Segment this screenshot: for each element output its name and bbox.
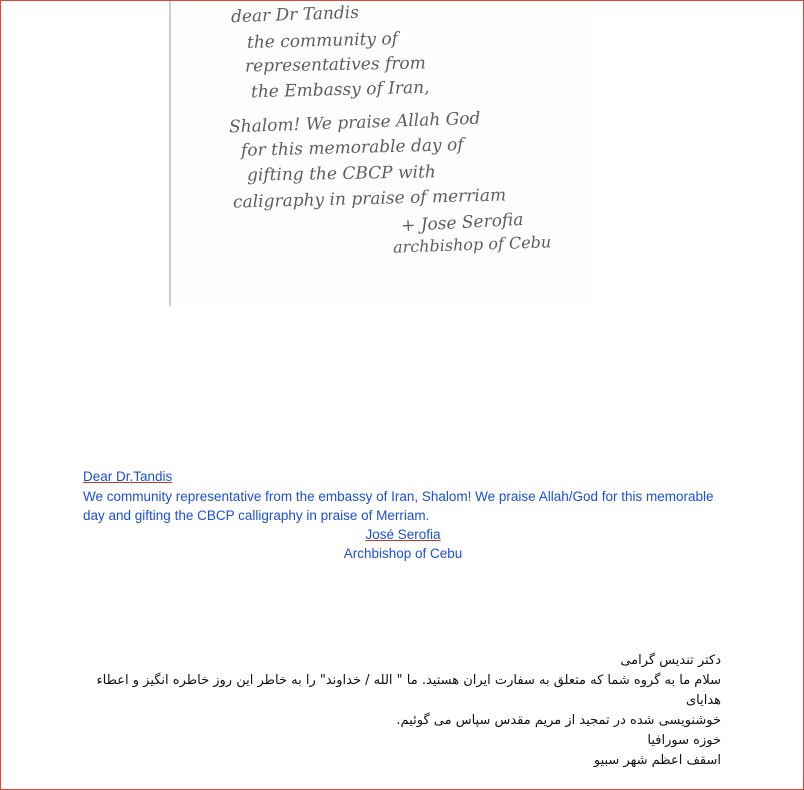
handwriting-line: the community of [246, 29, 399, 53]
persian-body-line-1: سلام ما به گروه شما که متعلق به سفارت ایران هستید. ما " الله / خداوند" را به خاطر این روز خاطره انگیز و اعطاء هدایای [96, 673, 721, 708]
english-translation-block [83, 467, 723, 563]
handwriting-signature-title: archbishop of Cebu [392, 232, 552, 257]
persian-salutation: دکتر تندیس گرامی [620, 653, 721, 668]
handwriting-line: for this memorable day of [240, 135, 464, 161]
persian-signer: خوزه سورافیا [647, 733, 721, 748]
handwriting-signature: + Jose Serofia [400, 209, 524, 237]
handwriting-ink-layer [169, 1, 589, 306]
persian-translation-block [61, 651, 721, 771]
handwriting-line: the Embassy of Iran, [250, 77, 430, 103]
english-signer-title: Archbishop of Cebu [343, 546, 463, 561]
handwriting-line: representatives from [244, 53, 426, 77]
english-body-text: We community representative from the embassy of Iran, Shalom! We praise Allah/God for this memorable day and gifting the CBCP calligraphy in praise of Merriam. [83, 489, 714, 523]
handwriting-line: dear Dr Tandis [230, 2, 360, 28]
persian-body-line-2: خوشنویسی شده در تمجید از مریم مقدس سپاس می گوئیم. [396, 713, 721, 728]
english-salutation [83, 467, 723, 486]
handwriting-line: Shalom! We praise Allah God [228, 108, 481, 138]
english-signer-text: José Serofia [365, 527, 441, 542]
handwritten-note-scan [169, 1, 589, 306]
handwriting-line: gifting the CBCP with [246, 162, 436, 186]
handwriting-line: caligraphy in praise of merriam [232, 185, 507, 213]
persian-signer-title: اسقف اعظم شهر سبیو [593, 753, 721, 768]
english-salutation-text: Dear Dr.Tandis [83, 469, 173, 484]
english-signer [83, 525, 723, 544]
